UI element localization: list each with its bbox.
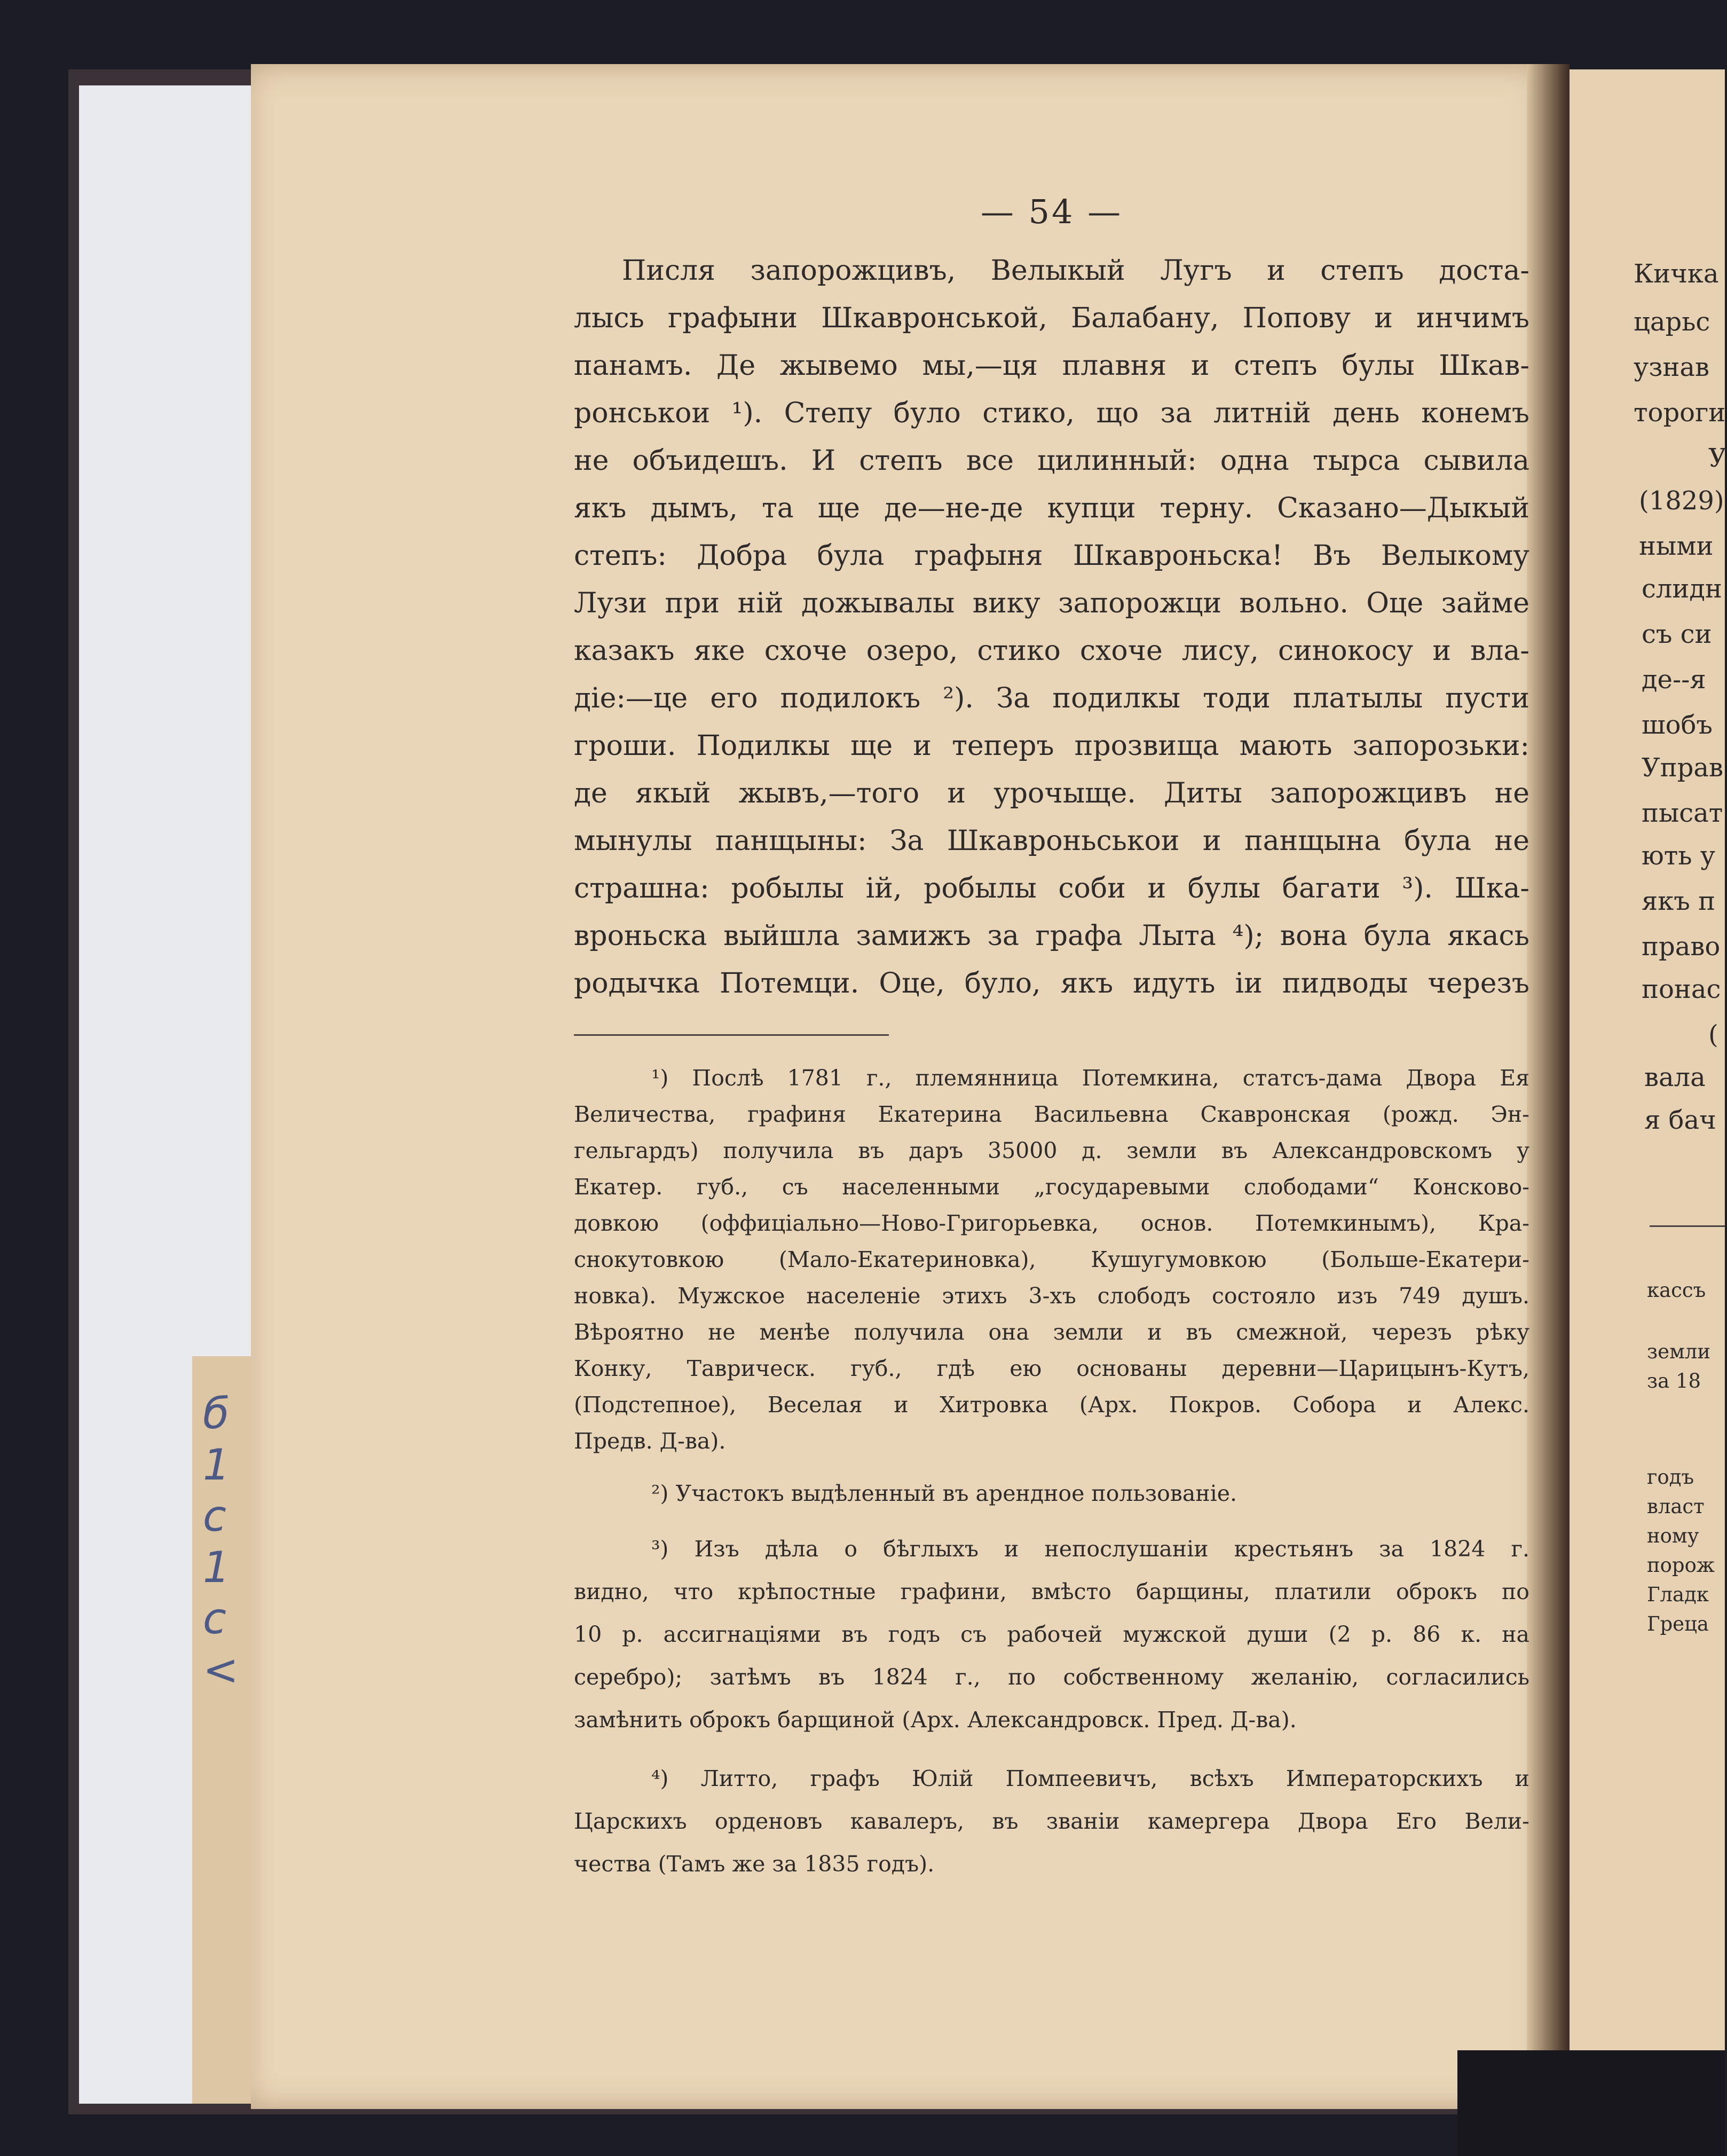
- text-line: де якый жывъ,—того и урочыще. Диты запорожцивъ не: [574, 777, 1529, 809]
- book-gutter: [1527, 64, 1570, 2109]
- text-line: ронськои ¹). Степу було стико, що за литній день конемъ: [574, 397, 1529, 429]
- page-number: — 54 —: [980, 192, 1123, 231]
- text-line: панамъ. Де жывемо мы,—ця плавня и степъ булы Шкав-: [574, 350, 1529, 382]
- footnote-4: ⁴) Литто, графъ Юлій Помпеевичъ, всѣхъ Императорскихъ и Царскихъ орденовъ кавалеръ, въ званіи камергера Двора Его Вели- чества (Тамъ же за 1835 годъ).: [574, 1766, 1529, 1877]
- text-line: страшна: робылы ій, робылы соби и булы багати ³). Шка-: [574, 872, 1529, 904]
- text-line: степъ: Добра була графыня Шкавроньска! Въ Велыкому: [574, 540, 1529, 572]
- footnote-2: ²) Участокъ выдѣленный въ арендное пользованіе.: [651, 1481, 1237, 1506]
- footnote-1: ¹) Послѣ 1781 г., племянница Потемкина, статсъ-дама Двора Ея Величества, графиня Екатерина Васильевна Скавронская (рожд. Эн- гельгардъ) получила въ даръ 35000 д. земли въ Александровскомъ у Екатер. губ., съ населенными „государевыми слободами“ Конскoво- довкою (оффиціально—Ново-Григорьевка, основ. Потемкинымъ), Кра- снокутовкою (Мало-Екатериновка), Кушугумовкою (Больше-Екатери- новка). Мужское населеніе этихъ 3-хъ слободъ состояло изъ 749 душъ. Вѣроятно не менѣе получила она земли и въ смежной, черезъ рѣку Конку, Тавричеcк. губ., гдѣ ею основаны деревни—Царицынъ-Кутъ, (Подстепное), Веселая и Хитровка (Арх. Покров. Собора и Алекс. Предв. Д-ва).: [574, 1065, 1529, 1454]
- text-line: діе:—це его подилокъ ²). За подилкы тоди платылы пусти: [574, 682, 1529, 714]
- text-line: Лузи при ній дожывалы вику запорожци вольно. Оце займе: [574, 587, 1529, 619]
- text-line: казакъ яке схоче озеро, стико схоче лису, синокосу и вла-: [574, 635, 1529, 667]
- dark-background-corner: [1457, 2050, 1725, 2156]
- text-line: гроши. Подилкы ще и теперъ прозвища мають запорозьки:: [574, 730, 1529, 762]
- pencil-marks: б 1 с 1 с <: [203, 1389, 239, 1695]
- text-line: не объидешъ. И степъ все цилинный: одна тырса сывила: [574, 445, 1529, 477]
- footnote-3: ³) Изъ дѣла о бѣглыхъ и непослушаніи крестьянъ за 1824 г. видно, что крѣпостные графини, вмѣсто барщины, платили оброкъ по 10 р. ассигнаціями въ годъ съ рабочей мужской души (2 р. 86 к. на серебро); затѣмъ въ 1824 г., по собственному желанію, согласились замѣнить оброкъ барщиной (Арх. Александровск. Пред. Д-ва).: [574, 1536, 1529, 1733]
- text-line: лысь графыни Шкавронськой, Балабану, Попову и инчимъ: [574, 302, 1529, 334]
- text-line: вроньска выйшла замижъ за графа Лыта ⁴); вона була якась: [574, 920, 1529, 952]
- right-page-footnote-rule: [1650, 1225, 1725, 1227]
- text-line: мынулы панщыны: За Шкавроньськои и панщына була не: [574, 825, 1529, 857]
- text-line: Писля запорожцивъ, Велыкый Лугъ и степъ доста-: [622, 255, 1529, 287]
- footnote-separator: [574, 1034, 889, 1036]
- footnotes: [574, 1060, 1529, 1885]
- main-text: [574, 247, 1529, 1008]
- text-line: родычка Потемци. Оце, було, якъ идуть іи пидводы черезъ: [574, 967, 1529, 1000]
- page-content: [574, 192, 1529, 1901]
- text-line: якъ дымъ, та ще де—не-де купци терну. Сказано—Дыкый: [574, 492, 1529, 524]
